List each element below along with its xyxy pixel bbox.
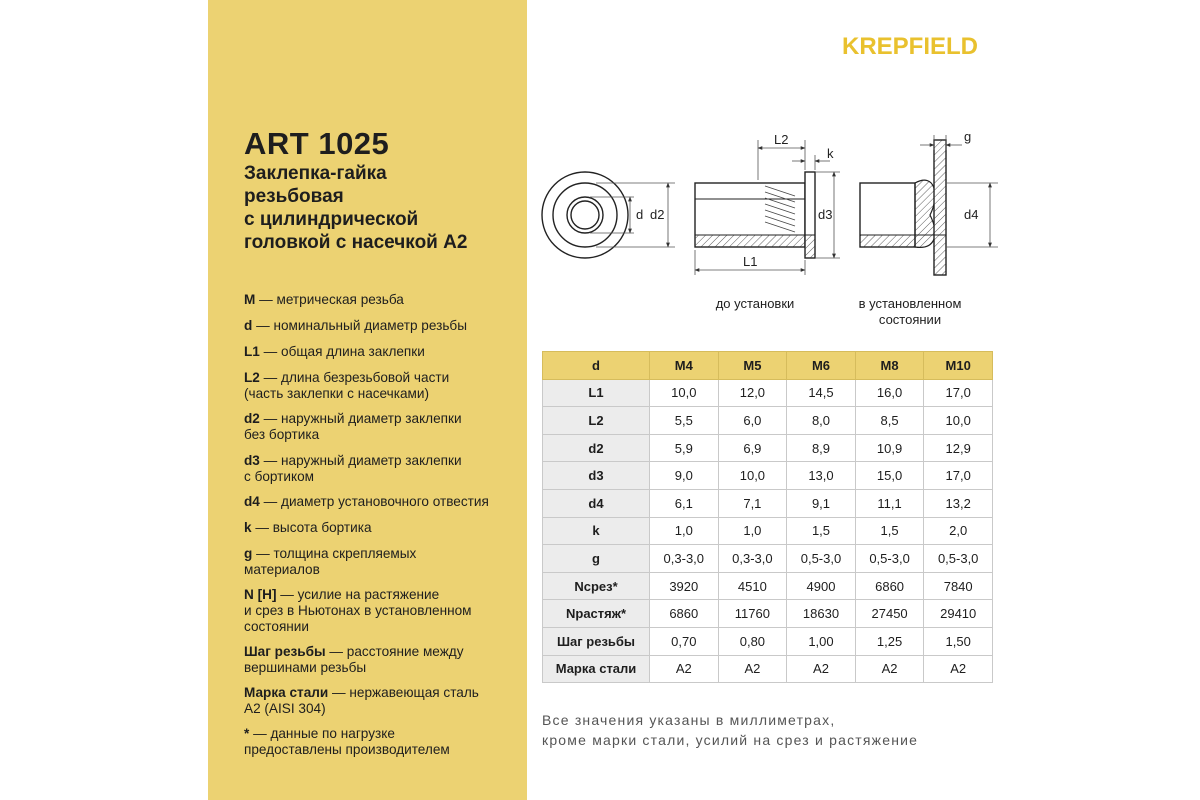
glossary-text: — нержавеющая сталь [328,685,479,700]
row-label: d2 [543,434,650,462]
glossary-term: Марка стали [244,685,329,700]
table-cell: 12,0 [718,379,787,407]
table-cell: 1,50 [924,627,993,655]
glossary-term: L1 [244,344,260,359]
glossary-item [244,685,519,717]
glossary-text: — высота бортика [251,520,372,535]
glossary-text: A2 (AISI 304) [244,701,326,716]
table-header-row [543,352,993,380]
column-header: M5 [718,352,787,380]
glossary-item [244,644,519,676]
table-row [543,627,993,655]
caption-line: состоянии [878,312,942,327]
table-row [543,407,993,435]
table-row [543,545,993,573]
footnote-line: кроме марки стали, усилий на срез и растяжение [542,732,919,748]
glossary-text: — диаметр установочного отвестия [259,494,489,509]
dim-label-d3: d3 [818,207,833,222]
glossary-text: (часть заклепки с насечками) [244,386,430,401]
glossary-item [244,370,519,402]
glossary-text: и срез в Ньютонах в установленном [244,603,472,618]
installed-view [860,140,946,275]
column-header: M8 [855,352,924,380]
dim-label-d4: d4 [964,207,979,222]
row-label: L1 [543,379,650,407]
table-cell: 3920 [650,572,719,600]
footnote [542,710,918,750]
table-cell: 0,70 [650,627,719,655]
table-cell: A2 [650,655,719,683]
table-cell: 1,5 [855,517,924,545]
table-row [543,572,993,600]
glossary-term: d2 [244,411,260,426]
table-cell: A2 [924,655,993,683]
table-cell: 15,0 [855,462,924,490]
dim-label-L2: L2 [774,132,789,147]
glossary-term: N [Н] [244,587,277,602]
row-label: d3 [543,462,650,490]
table-cell: A2 [787,655,856,683]
glossary-term: k [244,520,252,535]
table-row [543,434,993,462]
caption-after-install [845,296,975,328]
table-row [543,379,993,407]
glossary-term: Шаг резьбы [244,644,326,659]
table-cell: 0,5-3,0 [924,545,993,573]
table-cell: 18630 [787,600,856,628]
row-label: Шаг резьбы [543,627,650,655]
glossary-text: состоянии [244,619,309,634]
table-row [543,462,993,490]
glossary-item [244,344,519,360]
table-cell: A2 [718,655,787,683]
table-cell: 10,9 [855,434,924,462]
row-label: L2 [543,407,650,435]
table-cell: 2,0 [924,517,993,545]
dim-label-g: g [964,129,972,144]
row-label: d4 [543,489,650,517]
table-cell: 7,1 [718,489,787,517]
glossary-text: — толщина скрепляемых [252,546,417,561]
glossary-item [244,546,519,578]
table-cell: 6,9 [718,434,787,462]
glossary-text: — данные по нагрузке [249,726,395,741]
table-cell: 10,0 [650,379,719,407]
glossary-item [244,453,519,485]
brand-logo: KREPFIELD [842,33,979,60]
column-header: M6 [787,352,856,380]
row-label: Марка стали [543,655,650,683]
caption-line: в установленном [858,296,962,311]
subtitle-line: головкой с насечкой А2 [244,232,468,253]
glossary-text: без бортика [244,427,320,442]
glossary-term: d [244,318,253,333]
glossary-item [244,292,519,308]
table-cell: 13,2 [924,489,993,517]
subtitle-line: с цилиндрической [244,209,419,230]
column-header: d [543,352,650,380]
rivet-side-view [695,172,815,258]
dim-label-d: d [636,207,644,222]
table-cell: 14,5 [787,379,856,407]
table-row [543,655,993,683]
glossary-term: M [244,292,256,307]
table-cell: 11760 [718,600,787,628]
row-label: g [543,545,650,573]
table-cell: 9,1 [787,489,856,517]
table-cell: 17,0 [924,379,993,407]
caption-before-install: до установки [715,296,795,311]
glossary-text: материалов [244,562,320,577]
row-label: Nсрез* [543,572,650,600]
table-cell: A2 [855,655,924,683]
table-cell: 8,5 [855,407,924,435]
table-cell: 0,80 [718,627,787,655]
glossary-text: — длина безрезьбовой части [259,370,450,385]
table-cell: 10,0 [924,407,993,435]
column-header: M4 [650,352,719,380]
glossary-text: предоставлены производителем [244,742,450,757]
glossary-term: d4 [244,494,260,509]
glossary-term: * [244,726,250,741]
glossary-text: — общая длина заклепки [259,344,425,359]
glossary-term: d3 [244,453,260,468]
table-row [543,489,993,517]
end-view [542,172,628,258]
glossary-text: вершинами резьбы [244,660,367,675]
table-cell: 0,5-3,0 [855,545,924,573]
dim-label-d2: d2 [650,207,665,222]
glossary-text: — расстояние между [325,644,464,659]
table-row [543,600,993,628]
table-cell: 4900 [787,572,856,600]
glossary-item [244,318,519,334]
glossary-item [244,587,519,635]
dim-label-k: k [827,146,834,161]
footnote-line: Все значения указаны в миллиметрах, [542,712,836,728]
table-cell: 27450 [855,600,924,628]
table-cell: 1,00 [787,627,856,655]
table-cell: 13,0 [787,462,856,490]
table-cell: 1,0 [718,517,787,545]
glossary-item [244,726,519,758]
table-cell: 1,25 [855,627,924,655]
row-label: Nрастяж* [543,600,650,628]
glossary-item [244,494,519,510]
table-cell: 12,9 [924,434,993,462]
glossary-term: g [244,546,253,561]
table-cell: 0,3-3,0 [650,545,719,573]
table-cell: 17,0 [924,462,993,490]
glossary-text: с бортиком [244,469,315,484]
table-cell: 9,0 [650,462,719,490]
table-cell: 6860 [855,572,924,600]
glossary-text: — усилие на растяжение [276,587,440,602]
table-cell: 4510 [718,572,787,600]
table-cell: 29410 [924,600,993,628]
glossary-text: — наружный диаметр заклепки [259,453,462,468]
glossary-term: L2 [244,370,260,385]
glossary-text: — метрическая резьба [255,292,404,307]
table-cell: 8,9 [787,434,856,462]
glossary-text: — номинальный диаметр резьбы [252,318,467,333]
row-label: k [543,517,650,545]
table-cell: 5,9 [650,434,719,462]
column-header: M10 [924,352,993,380]
glossary-item [244,520,519,536]
table-cell: 6,1 [650,489,719,517]
table-cell: 10,0 [718,462,787,490]
spec-table [542,351,993,683]
table-cell: 1,0 [650,517,719,545]
article-title: ART 1025 [244,126,390,161]
table-cell: 16,0 [855,379,924,407]
table-cell: 6,0 [718,407,787,435]
table-row [543,517,993,545]
table-cell: 7840 [924,572,993,600]
dim-label-L1: L1 [743,254,758,269]
glossary-item [244,411,519,443]
table-cell: 0,3-3,0 [718,545,787,573]
product-subtitle [244,162,524,254]
table-cell: 8,0 [787,407,856,435]
table-cell: 1,5 [787,517,856,545]
table-cell: 0,5-3,0 [787,545,856,573]
glossary-text: — наружный диаметр заклепки [259,411,462,426]
table-cell: 11,1 [855,489,924,517]
table-cell: 5,5 [650,407,719,435]
table-cell: 6860 [650,600,719,628]
subtitle-line: резьбовая [244,186,344,207]
subtitle-line: Заклепка-гайка [244,163,387,184]
